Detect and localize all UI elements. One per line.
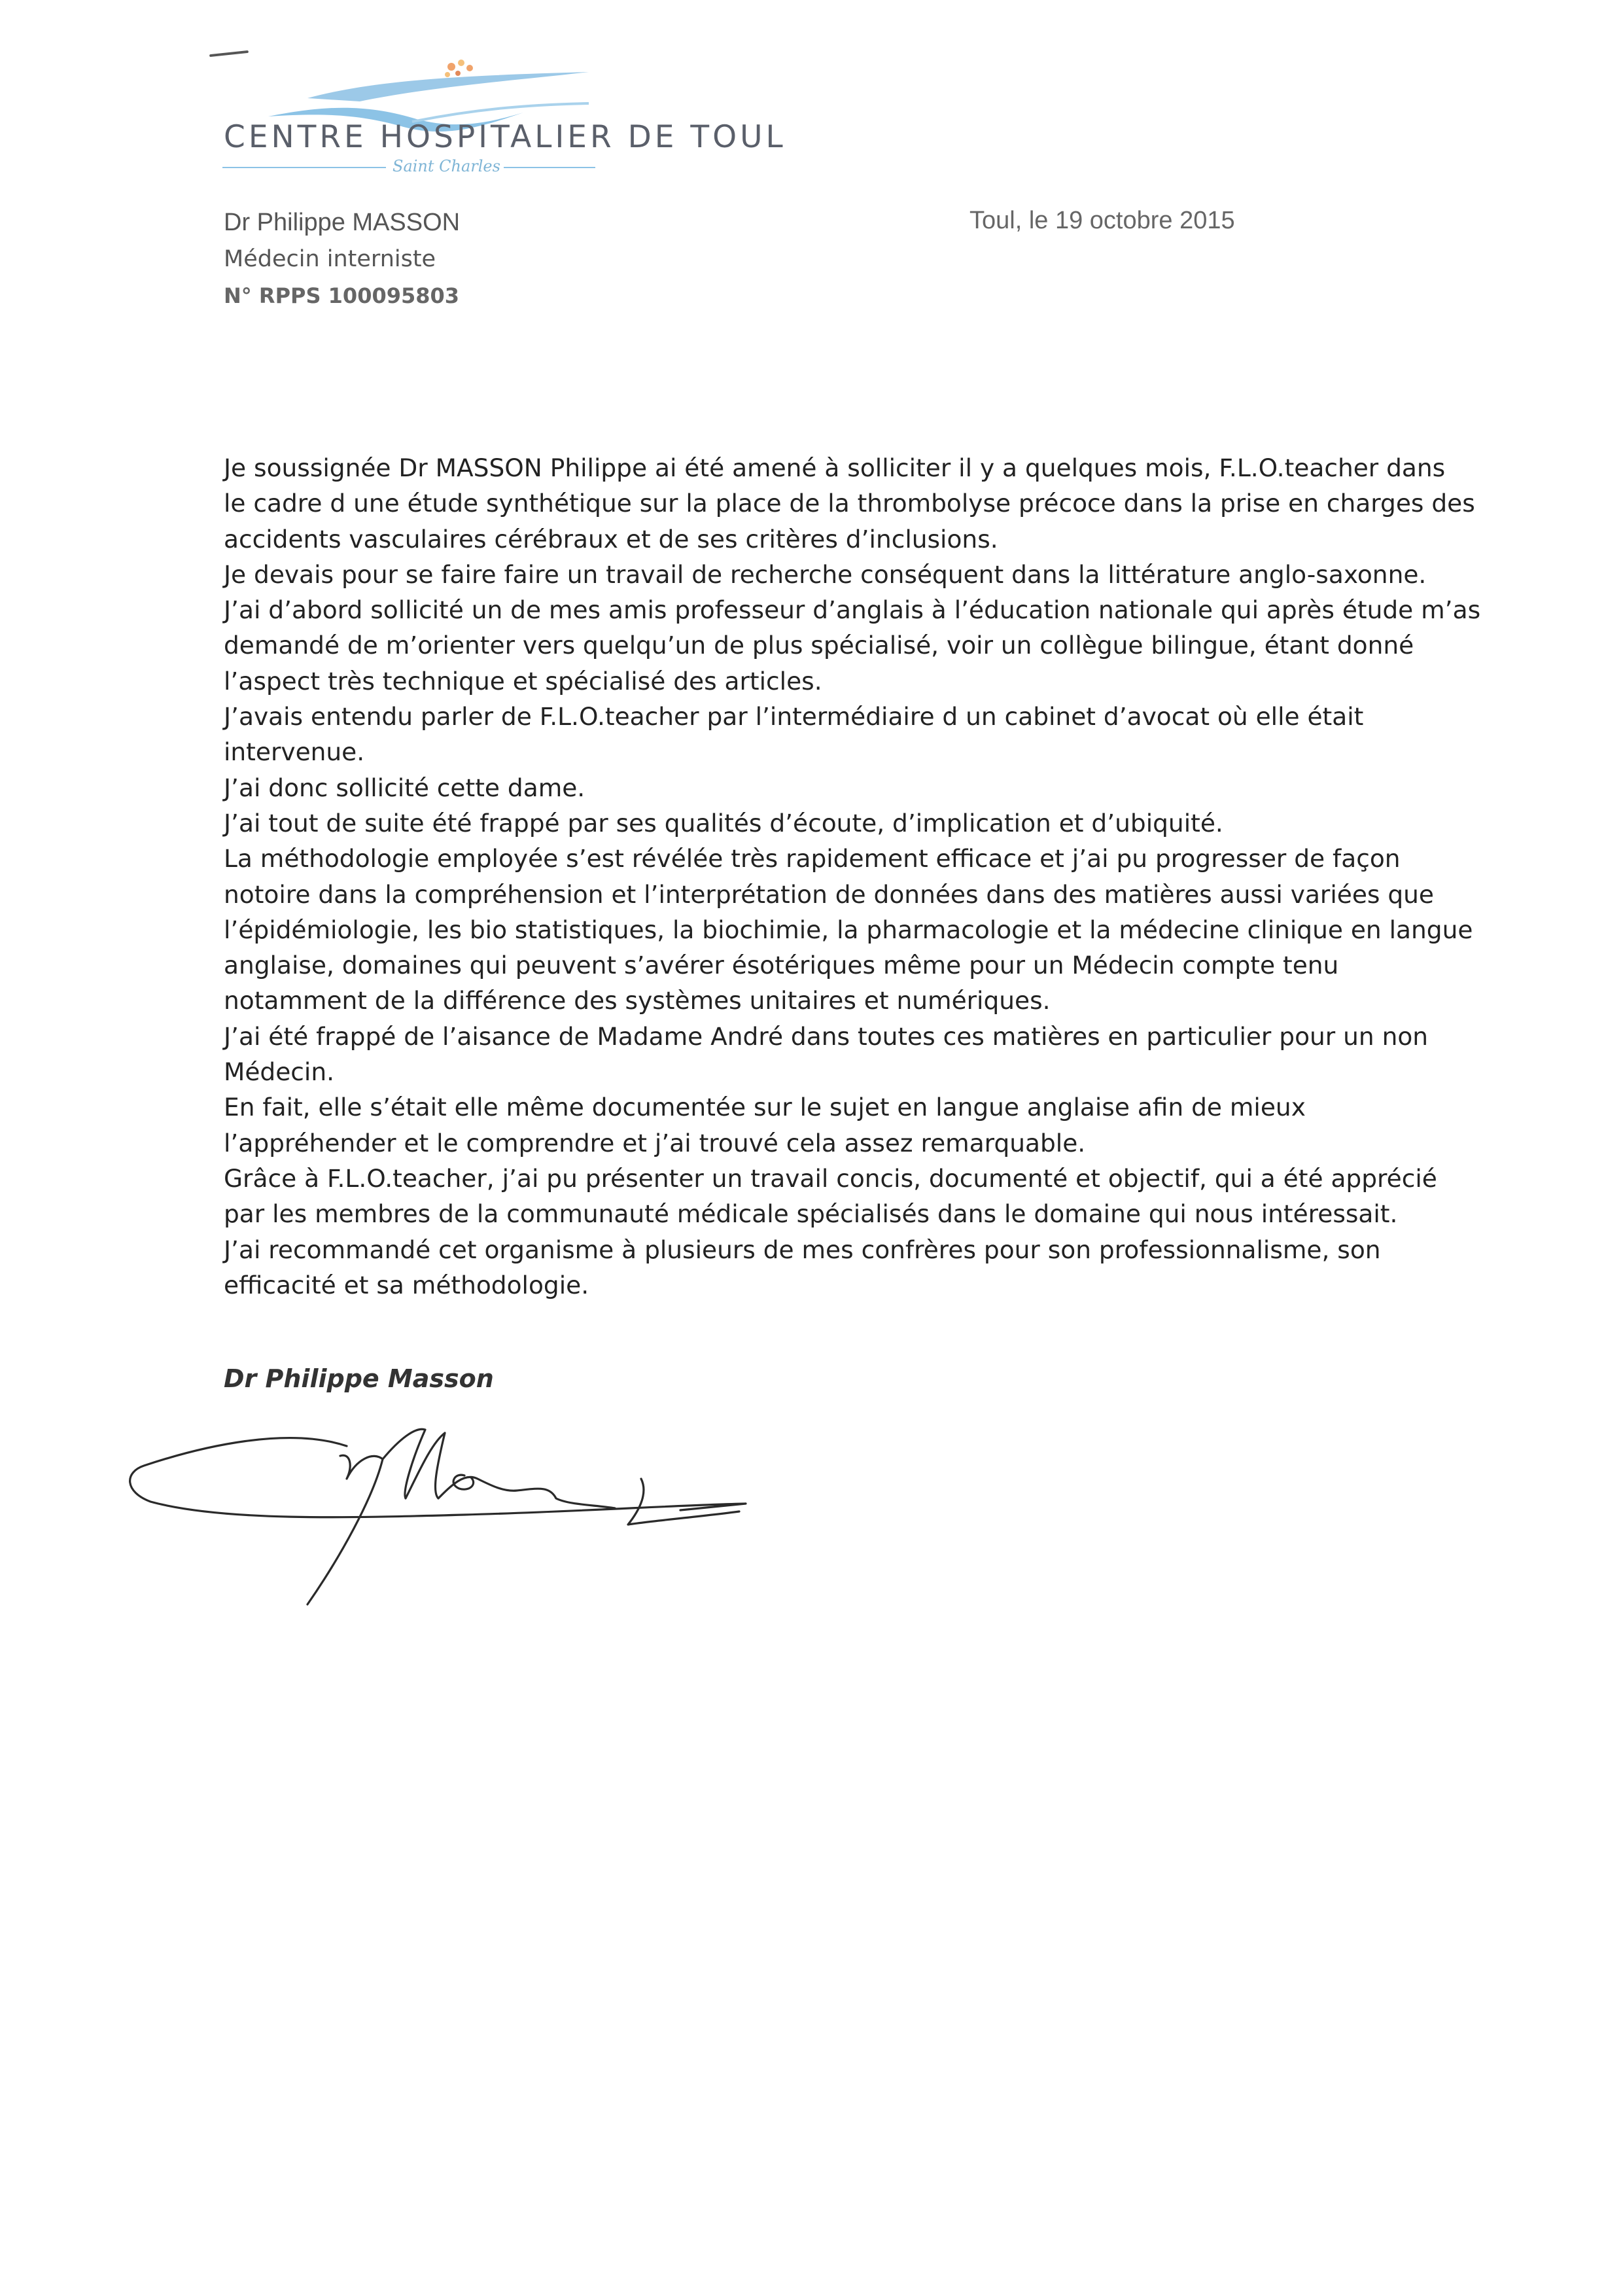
body-line: par les membres de la communauté médicale spécialisés dans le domaine qui nous intéressait.	[224, 1199, 1398, 1229]
body-line: J’ai été frappé de l’aisance de Madame André dans toutes ces matières en particulier pour un non	[224, 1021, 1429, 1051]
body-line: l’appréhender et le comprendre et j’ai trouvé cela assez remarquable.	[224, 1128, 1086, 1157]
body-line: Je soussignée Dr MASSON Philippe ai été amené à solliciter il y a quelques mois, F.L.O.teacher dans	[224, 453, 1446, 482]
signer-name: Dr Philippe Masson	[224, 1364, 494, 1393]
body-line: demandé de m’orienter vers quelqu’un de plus spécialisé, voir un collègue bilingue, étant donné	[224, 631, 1414, 660]
handwritten-signature-icon	[124, 1407, 778, 1616]
body-line: le cadre d une étude synthétique sur la place de la thrombolyse précoce dans la prise en charges des	[224, 489, 1475, 518]
body-line: Je devais pour se faire faire un travail de recherche conséquent dans la littérature anglo-saxonne.	[224, 559, 1427, 589]
sender-name: Dr Philippe MASSON	[224, 209, 461, 236]
body-line: accidents vasculaires cérébraux et de ses critères d’inclusions.	[224, 524, 998, 554]
body-line: J’ai tout de suite été frappé par ses qualités d’écoute, d’implication et d’ubiquité.	[224, 808, 1223, 838]
letter-body	[224, 450, 1481, 1303]
hospital-logo	[196, 39, 785, 190]
body-line: efficacité et sa méthodologie.	[224, 1270, 589, 1299]
letter-date: Toul, le 19 octobre 2015	[969, 207, 1235, 234]
body-line: intervenue.	[224, 737, 365, 767]
body-line: notoire dans la compréhension et l’interprétation de données dans des matières aussi variées que	[224, 879, 1435, 909]
institution-name: CENTRE HOSPITALIER DE TOUL	[224, 119, 786, 155]
body-line: notamment de la différence des systèmes unitaires et numériques.	[224, 986, 1051, 1016]
body-line: l’épidémiologie, les bio statistiques, la biochimie, la pharmacologie et la médecine clinique en langue	[224, 915, 1473, 944]
body-line: l’aspect très technique et spécialisé des articles.	[224, 666, 822, 696]
institution-subtitle: Saint Charles	[393, 157, 500, 175]
sender-block	[224, 204, 460, 314]
body-line: anglaise, domaines qui peuvent s’avérer ésotériques même pour un Médecin compte tenu	[224, 951, 1339, 980]
body-line: J’ai donc sollicité cette dame.	[224, 773, 585, 802]
body-line: J’avais entendu parler de F.L.O.teacher par l’intermédiaire d un cabinet d’avocat où elle était	[224, 702, 1364, 732]
body-line: J’ai d’abord sollicité un de mes amis professeur d’anglais à l’éducation nationale qui après étude m’as	[224, 595, 1481, 625]
body-line: J’ai recommandé cet organisme à plusieurs de mes confrères pour son professionnalisme, son	[224, 1235, 1381, 1264]
body-line: La méthodologie employée s’est révélée très rapidement efficace et j’ai pu progresser de façon	[224, 844, 1401, 874]
body-line: Médecin.	[224, 1057, 335, 1087]
body-line: En fait, elle s’était elle même documentée sur le sujet en langue anglaise afin de mieux	[224, 1093, 1306, 1122]
sender-rpps: N° RPPS 100095803	[224, 283, 460, 308]
sender-title: Médecin interniste	[224, 246, 436, 272]
body-line: Grâce à F.L.O.teacher, j’ai pu présenter un travail concis, documenté et objectif, qui a été apprécié	[224, 1163, 1437, 1193]
